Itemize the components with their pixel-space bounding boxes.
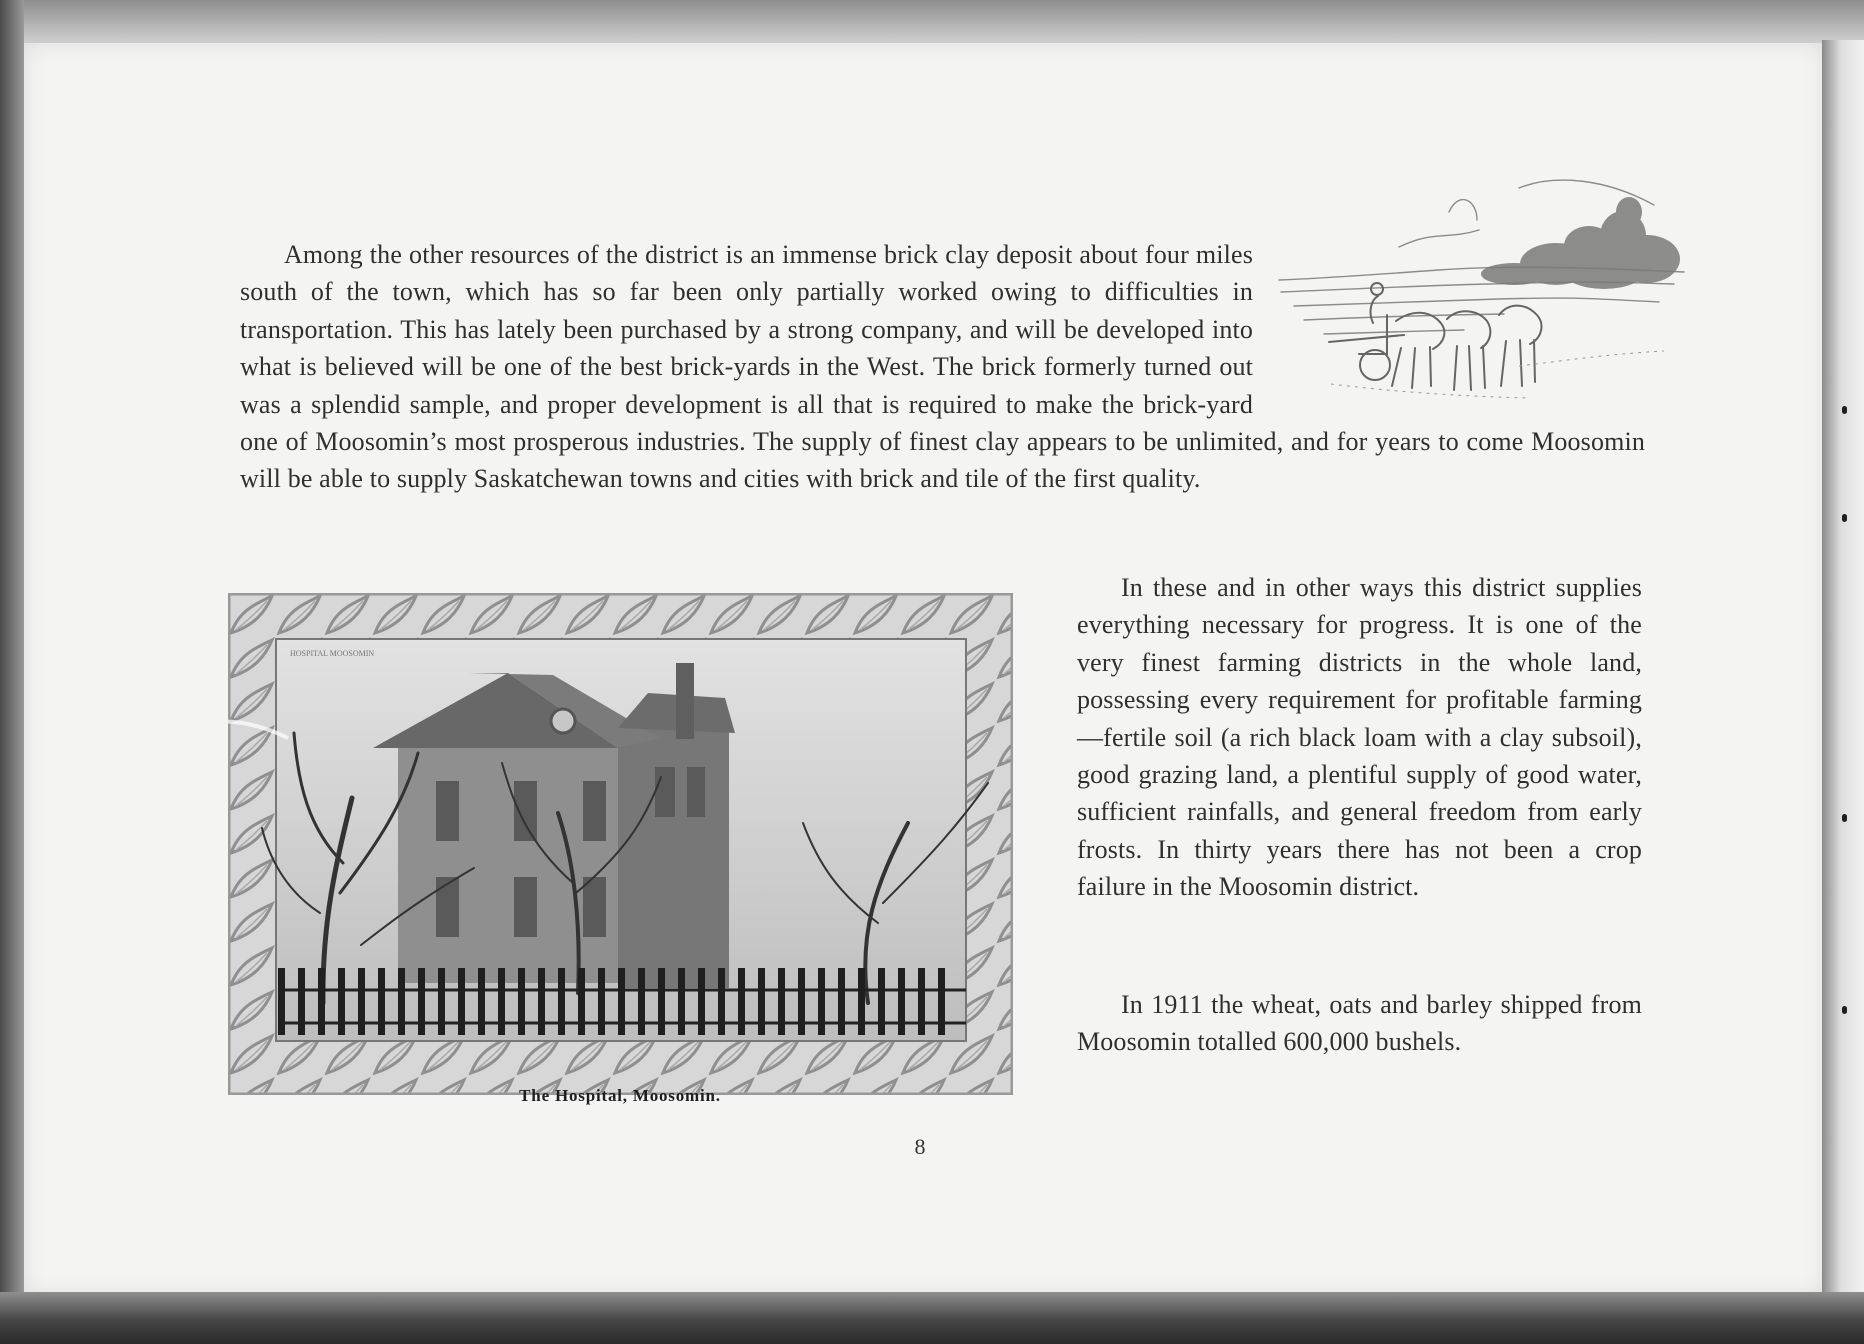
brick-clay-paragraph [240, 236, 1645, 498]
gutter-mark [1842, 514, 1847, 522]
plow-sketch [1269, 170, 1699, 417]
farming-district-paragraph: In these and in other ways this district supplies everything necessary for progress. It is one of the very finest farming districts in the whole land, possessing every requirement for profitable farming—fertile soil (a rich black loam with a clay subsoil), good grazing land, a plentiful supply of good water, sufficient rainfalls, and general freedom from early frosts. In thirty years there has not been a crop failure in the Moosomin district. [1077, 573, 1642, 902]
gutter-mark [1842, 406, 1847, 414]
scan-bottom-edge [0, 1292, 1864, 1344]
page-number: 8 [914, 1134, 926, 1159]
photo-caption: The Hospital, Moosomin. [519, 1086, 721, 1105]
brick-clay-text: Among the other resources of the district is an immense brick clay deposit about four miles south of the town, which has so far been only partially worked owing to difficulties in transportation. This has lately been purchased by a strong company, and will be developed into what is believed will be one of the best brick-yards in the West. The brick formerly turned out was a splendid sample, and proper development is all that is required to make the brick-yard one of Moosomin’s most prosperous industries. The supply of finest clay appears to be unlimited, and for years to come Moosomin will be able to supply Saskatchewan towns and cities with brick and tile of the first quality. [240, 240, 1645, 494]
scan-left-edge [0, 0, 24, 1344]
gutter-mark [1842, 1006, 1847, 1014]
right-page-edge [1822, 40, 1864, 1295]
gutter-mark [1842, 814, 1847, 822]
hospital-framed-photo [228, 593, 1013, 1095]
scan-top-edge [0, 0, 1864, 44]
svg-text:HOSPITAL MOOSOMIN: HOSPITAL MOOSOMIN [290, 649, 375, 658]
shipping-paragraph: In 1911 the wheat, oats and barley shipped from Moosomin totalled 600,000 bushels. [1077, 990, 1642, 1057]
